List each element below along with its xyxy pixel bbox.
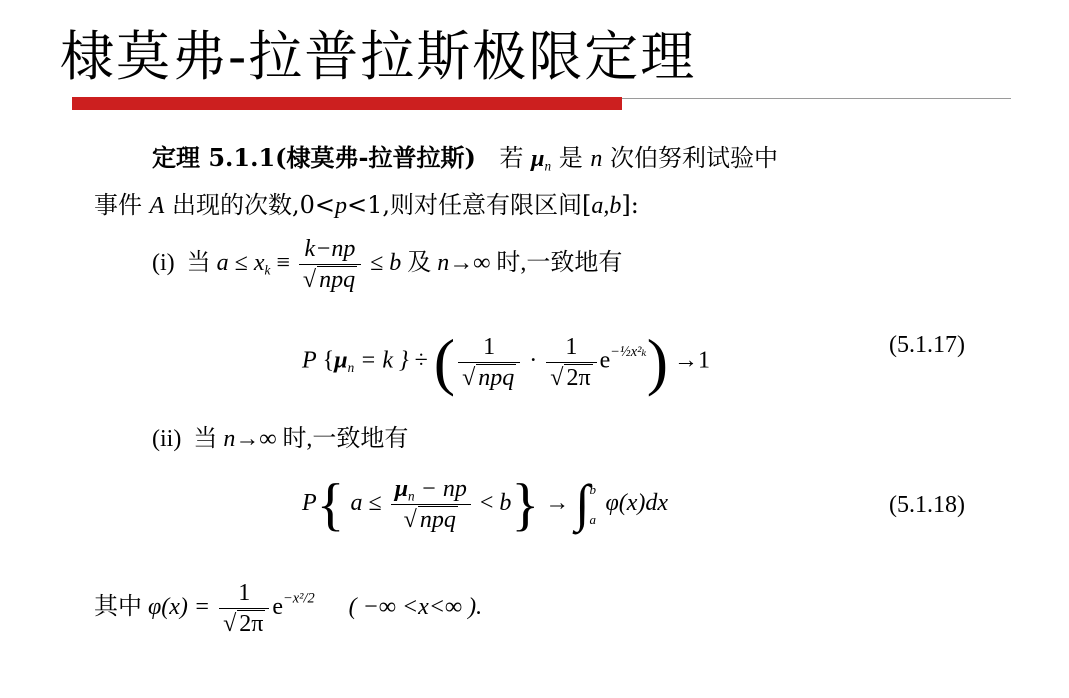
eq1-paren-open: ( [433,326,456,397]
part1-tail: 时,一致地有 [496,250,623,277]
integral-upper: b [589,481,596,497]
part1-sub-k: k [264,262,271,278]
part1-rhs: ≤ b [370,250,402,277]
eq1-number: (5.1.17) [889,332,965,358]
line2-c: <1,则对任意有限区间[ [346,191,592,219]
eq1-den-a: npq [478,364,515,391]
part1-lhs: a ≤ x [216,250,265,277]
eq1-event-body: = k } [360,347,409,374]
theorem-intro-1: 若 [499,144,524,172]
part1-frac-den: npq [319,267,356,293]
part2-when: 当 [193,426,218,452]
eq2-brace-close: } [511,471,540,537]
integral-sign: ∫ [575,475,590,533]
mu-symbol: μ [531,146,545,172]
eq2-mu: μ [394,476,409,502]
footer-phi: φ(x) = [148,594,211,621]
eq1-exponent: −½x²ₖ [610,344,647,360]
eq2-brace-open: { [316,471,345,537]
eq2-a: a [350,490,363,517]
eq2-number: (5.1.18) [889,492,965,518]
eq2-body [302,471,669,537]
eq1-body [302,326,710,397]
footer-range: ( −∞ <x<∞ ). [348,594,483,621]
part1-when: 当 [186,250,211,277]
eq1-dot: · [529,347,538,374]
eq2-fraction [391,474,471,535]
eq1-e: e [599,347,611,374]
eq1-one-b: 1 [546,332,596,363]
line2-b: 出现的次数,0< [171,191,335,219]
part2-label: (ii) [152,426,182,452]
sqrt-npq: √ npq [403,507,456,533]
theorem-name: (棣莫弗-拉普拉斯) [275,143,476,172]
eq2-mu-sub: n [408,488,415,504]
sqrt-npq: √ npq [302,267,356,293]
eq2-b: b [499,490,512,517]
mu-subscript: n [544,158,552,174]
line2-d: ]: [621,191,639,219]
sqrt-npq: √ npq [462,364,515,391]
footer-e: e [272,594,284,621]
eq1-frac-a [458,332,520,393]
eq1-mu-sub: n [347,360,355,376]
eq2-integrand: φ(x)dx [605,490,669,517]
slide-title: 棣莫弗-拉普拉斯极限定理 [60,25,697,88]
title-rule-line [622,98,1011,99]
theorem-line-1 [152,143,778,174]
part1-frac-num: k−np [299,234,361,265]
theorem-intro-2: 是 [558,144,583,172]
part2-limit: n→∞ [223,426,277,452]
integral-lower: a [589,511,596,527]
integral-limits [589,475,599,535]
eq2-P: P [302,490,317,517]
phi-definition [94,578,482,639]
eq1-div: ÷ [414,347,428,374]
n-symbol: n [590,146,603,172]
footer-where: 其中 [94,594,142,621]
part1-equiv: ≡ [276,250,290,277]
part1-and: 及 [407,250,432,277]
line2-a: 事件 [94,191,142,219]
eq2-arrow: → [545,490,570,517]
theorem-line-2 [94,190,639,221]
eq2-den: npq [419,507,456,533]
part1-limit: n→∞ [437,250,491,277]
part2-line [152,424,408,454]
footer-den: 2π [239,611,264,637]
p-symbol: p [334,193,347,219]
title-accent-bar [72,97,622,110]
theorem-intro-3: 次伯努利试验中 [610,144,778,172]
eq1-one-a: 1 [458,332,520,363]
footer-fraction [219,578,269,639]
eq1-arrow: →1 [674,347,710,374]
part2-tail: 时,一致地有 [282,426,409,452]
eq1-frac-b [546,332,596,393]
part1-fraction [299,234,361,295]
interval: a,b [591,193,622,219]
part1-line [152,234,622,295]
part1-label: (i) [152,250,175,277]
footer-one: 1 [219,578,269,609]
sqrt-2pi: √ 2π [223,611,264,637]
eq1-brace-open: { [322,347,335,374]
footer-exponent: −x²/2 [283,590,315,607]
eq2-le: ≤ [368,490,382,517]
eq2-lt: < [479,490,494,517]
eq1-paren-close: ) [646,326,668,397]
event-A: A [149,193,165,219]
eq1-P: P [302,347,317,374]
eq2-num-rest: − np [414,476,467,502]
theorem-label: 定理 5.1.1 [152,143,276,172]
sqrt-2pi: √ 2π [550,364,591,391]
eq1-den-b: 2π [566,364,591,391]
eq1-mu: μ [334,347,348,374]
